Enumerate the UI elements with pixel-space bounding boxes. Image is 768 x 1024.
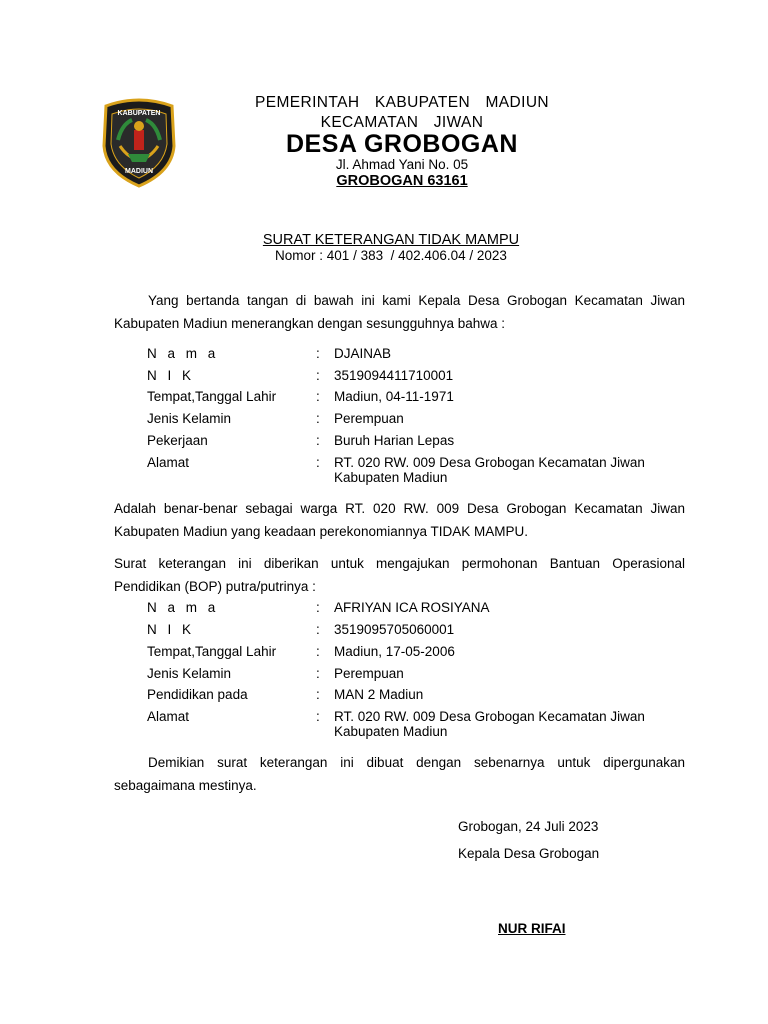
row-colon: : [316,455,320,470]
row-value: AFRIYAN ICA ROSIYANA [334,600,490,615]
purpose-paragraph: Surat keterangan ini diberikan untuk mengajukan permohonan Bantuan Operasional Pendidikan (BOP) putra/putrinya : [114,556,685,594]
signer-name: NUR RIFAI [498,921,566,936]
row-value: Madiun, 17-05-2006 [334,644,455,659]
person-row [147,433,687,455]
logo-top-text: KABUPATEN [117,110,161,117]
letter-title: SURAT KETERANGAN TIDAK MAMPU [262,232,520,248]
header-postal: GROBOGAN 63161 [336,173,468,189]
row-value: RT. 020 RW. 009 Desa Grobogan Kecamatan Jiwan Kabupaten Madiun [334,455,645,485]
child-row [147,709,687,741]
row-label: Tempat,Tanggal Lahir [147,389,277,404]
row-colon: : [316,411,320,426]
row-colon: : [316,666,320,681]
row-value: MAN 2 Madiun [334,687,424,702]
row-label: N I K [147,622,195,637]
place-date: Grobogan, 24 Juli 2023 [458,819,599,834]
row-label: Tempat,Tanggal Lahir [147,644,277,659]
row-label: Alamat [147,455,190,470]
logo-bottom-text: MADIUN [125,168,153,175]
row-value: 3519094411710001 [334,368,454,383]
row-value: 3519095705060001 [334,622,455,637]
person-row [147,346,687,368]
row-colon: : [316,687,320,702]
person-row [147,368,687,390]
row-value: DJAINAB [334,346,392,361]
person-row [147,389,687,411]
row-value: Madiun, 04-11-1971 [334,389,454,404]
opening-paragraph: Yang bertanda tangan di bawah ini kami Kepala Desa Grobogan Kecamatan Jiwan Kabupaten Madiun menerangkan dengan sesungguhnya bahwa : [114,293,685,331]
row-label: Jenis Kelamin [147,411,232,426]
row-label: N a m a [147,346,219,361]
row-value: RT. 020 RW. 009 Desa Grobogan Kecamatan Jiwan Kabupaten Madiun [334,709,645,739]
child-row [147,600,687,622]
row-value: Buruh Harian Lepas [334,433,455,448]
row-label: Jenis Kelamin [147,666,232,681]
row-colon: : [316,389,320,404]
row-value: Perempuan [334,411,404,426]
row-colon: : [316,709,320,724]
header-village: DESA GROBOGAN [286,130,518,158]
kabupaten-madiun-crest-icon [98,96,180,188]
child-row [147,666,687,688]
row-colon: : [316,346,320,361]
header-government: PEMERINTAH KABUPATEN MADIUN [254,94,550,111]
row-colon: : [316,622,320,637]
letter-number: Nomor : 401 / 383 / 402.406.04 / 2023 [275,248,507,263]
header-district: KECAMATAN JIWAN [320,114,484,131]
child-row [147,687,687,709]
row-value: Perempuan [334,666,404,681]
child-row [147,644,687,666]
row-colon: : [316,644,320,659]
signer-position: Kepala Desa Grobogan [458,846,600,861]
row-label: Alamat [147,709,190,724]
row-label: N I K [147,368,195,383]
closing-paragraph: Demikian surat keterangan ini dibuat dengan sebenarnya untuk dipergunakan sebagaimana mestinya. [114,755,685,793]
statement-paragraph: Adalah benar-benar sebagai warga RT. 020 RW. 009 Desa Grobogan Kecamatan Jiwan Kabupaten Madiun yang keadaan perekonomiannya TIDAK MAMPU. [114,501,685,539]
row-label: N a m a [147,600,219,615]
row-colon: : [316,600,320,615]
person-row [147,455,687,487]
row-label: Pendidikan pada [147,687,248,702]
row-label: Pekerjaan [147,433,208,448]
row-colon: : [316,433,320,448]
row-colon: : [316,368,320,383]
person-row [147,411,687,433]
child-row [147,622,687,644]
header-address: Jl. Ahmad Yani No. 05 [335,157,469,172]
